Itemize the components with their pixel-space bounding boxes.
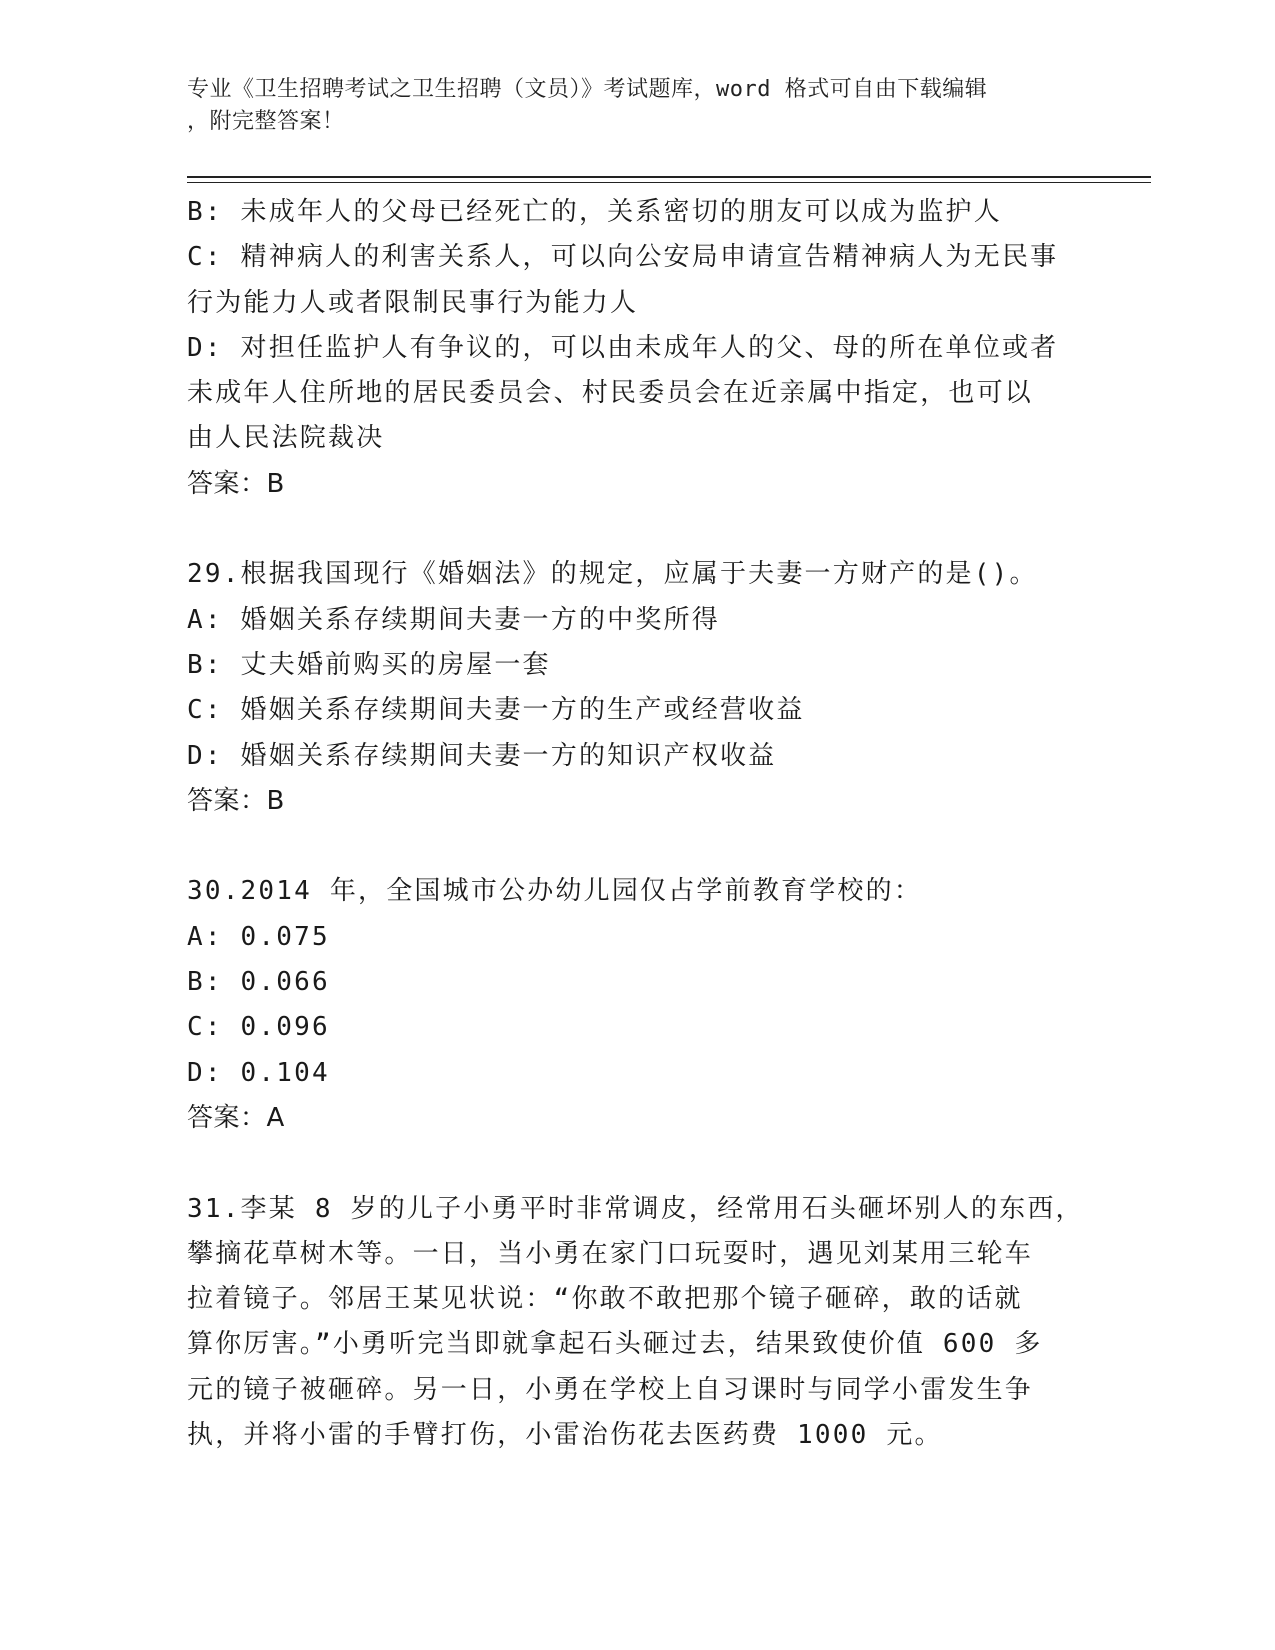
question-30 bbox=[187, 869, 1087, 1141]
question-stem-continued: 拉着镜子。邻居王某见状说：“你敢不敢把那个镜子砸碎，敢的话就 bbox=[187, 1284, 1023, 1315]
question-stem-continued: 算你厉害。”小勇听完当即就拿起石头砸过去，结果致使价值 600 多 bbox=[187, 1329, 1043, 1360]
question-stem: 31.李某 8 岁的儿子小勇平时非常调皮，经常用石头砸坏别人的东西， bbox=[187, 1193, 1084, 1224]
question-31 bbox=[187, 1187, 1087, 1459]
header-title-line-2: ，附完整答案！ bbox=[187, 109, 345, 134]
spacer bbox=[187, 507, 1087, 552]
option-c: C: 婚姻关系存续期间夫妻一方的生产或经营收益 bbox=[187, 695, 805, 726]
option-d: D: 对担任监护人有争议的，可以由未成年人的父、母的所在单位或者 bbox=[187, 332, 1059, 363]
option-c: C: 0.096 bbox=[187, 1012, 330, 1043]
option-d: D: 婚姻关系存续期间夫妻一方的知识产权收益 bbox=[187, 740, 777, 771]
page-header bbox=[187, 74, 1067, 138]
answer: 答案：B bbox=[187, 785, 285, 816]
answer: 答案：B bbox=[187, 468, 285, 499]
question-list bbox=[187, 190, 1087, 1458]
question-28-continued bbox=[187, 190, 1087, 507]
option-b: B: 未成年人的父母已经死亡的，关系密切的朋友可以成为监护人 bbox=[187, 197, 1002, 227]
question-29 bbox=[187, 552, 1087, 824]
option-d: D: 0.104 bbox=[187, 1057, 330, 1088]
option-c: C: 精神病人的利害关系人，可以向公安局申请宣告精神病人为无民事 bbox=[187, 242, 1059, 273]
option-a: A: 0.075 bbox=[187, 921, 330, 952]
option-b: B: 0.066 bbox=[187, 967, 330, 998]
question-stem: 30.2014 年，全国城市公办幼儿园仅占学前教育学校的： bbox=[187, 876, 923, 907]
question-stem: 29.根据我国现行《婚姻法》的规定，应属于夫妻一方财产的是()。 bbox=[187, 559, 1038, 590]
option-d-continued: 未成年人住所地的居民委员会、村民委员会在近亲属中指定，也可以 bbox=[187, 378, 1034, 409]
header-divider-thin bbox=[187, 182, 1151, 183]
header-divider-thick bbox=[187, 176, 1151, 178]
question-stem-continued: 执，并将小雷的手臂打伤，小雷治伤花去医药费 1000 元。 bbox=[187, 1420, 943, 1451]
option-b: B: 丈夫婚前购买的房屋一套 bbox=[187, 649, 551, 680]
header-title-line-1: 专业《卫生招聘考试之卫生招聘（文员）》考试题库，word 格式可自由下载编辑 bbox=[187, 77, 988, 102]
question-stem-continued: 攀摘花草树木等。一日，当小勇在家门口玩耍时，遇见刘某用三轮车 bbox=[187, 1238, 1034, 1269]
spacer bbox=[187, 1141, 1087, 1186]
answer: 答案：A bbox=[187, 1102, 285, 1133]
option-a: A: 婚姻关系存续期间夫妻一方的中奖所得 bbox=[187, 604, 720, 635]
question-stem-continued: 元的镜子被砸碎。另一日，小勇在学校上自习课时与同学小雷发生争 bbox=[187, 1374, 1034, 1405]
option-d-continued: 由人民法院裁决 bbox=[187, 423, 385, 454]
spacer bbox=[187, 824, 1087, 869]
option-c-continued: 行为能力人或者限制民事行为能力人 bbox=[187, 287, 639, 318]
